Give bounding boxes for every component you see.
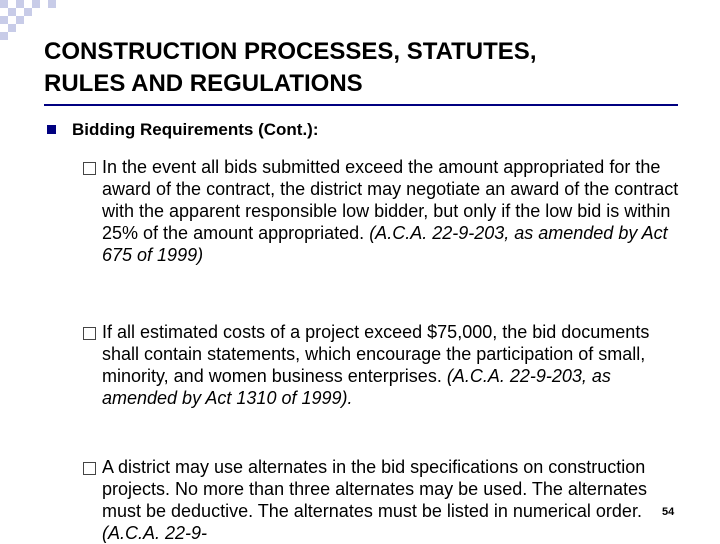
bidding-requirements-heading: Bidding Requirements (Cont.):	[72, 120, 319, 139]
square-bullet-icon	[47, 125, 56, 134]
list-item-citation: (A.C.A. 22-9-	[102, 523, 208, 543]
list-item-body: In the event all bids submitted exceed the amount appropriated for the award of the contract, the district may negotiate an award of the contract with the apparent responsible low bidder, but only if the low bid is within 25% of the amount appropriated.	[102, 157, 679, 243]
list-item-body: A district may use alternates in the bid specifications on construction projects. No more than three alternates may be used. The alternates must be deductive. The alternates must be listed in numerical order.	[102, 457, 647, 521]
list-item-text	[102, 321, 690, 409]
corner-checker-pattern	[0, 0, 64, 40]
list-item-citation: (A.C.A. 22-9-203, as amended by Act 1310 of 1999).	[102, 366, 611, 408]
slide-title-line-2: RULES AND REGULATIONS	[44, 70, 363, 97]
page-number: 54	[662, 506, 675, 518]
list-item	[80, 456, 690, 544]
title-underline-divider	[44, 104, 678, 106]
hollow-square-bullet-icon	[83, 462, 96, 475]
list-item-text	[102, 156, 690, 266]
list-item-text	[102, 456, 690, 544]
list-item-citation: (A.C.A. 22-9-203, as amended by Act 675 of 1999)	[102, 223, 668, 265]
hollow-square-bullet-icon	[83, 162, 96, 175]
list-item	[80, 156, 690, 266]
slide-title-line-1: CONSTRUCTION PROCESSES, STATUTES,	[44, 38, 537, 65]
list-item	[80, 321, 690, 409]
list-item-body: If all estimated costs of a project exceed $75,000, the bid documents shall contain statements, which encourage the participation of small, minority, and women business enterprises.	[102, 322, 650, 386]
hollow-square-bullet-icon	[83, 327, 96, 340]
slide-title	[44, 36, 684, 100]
